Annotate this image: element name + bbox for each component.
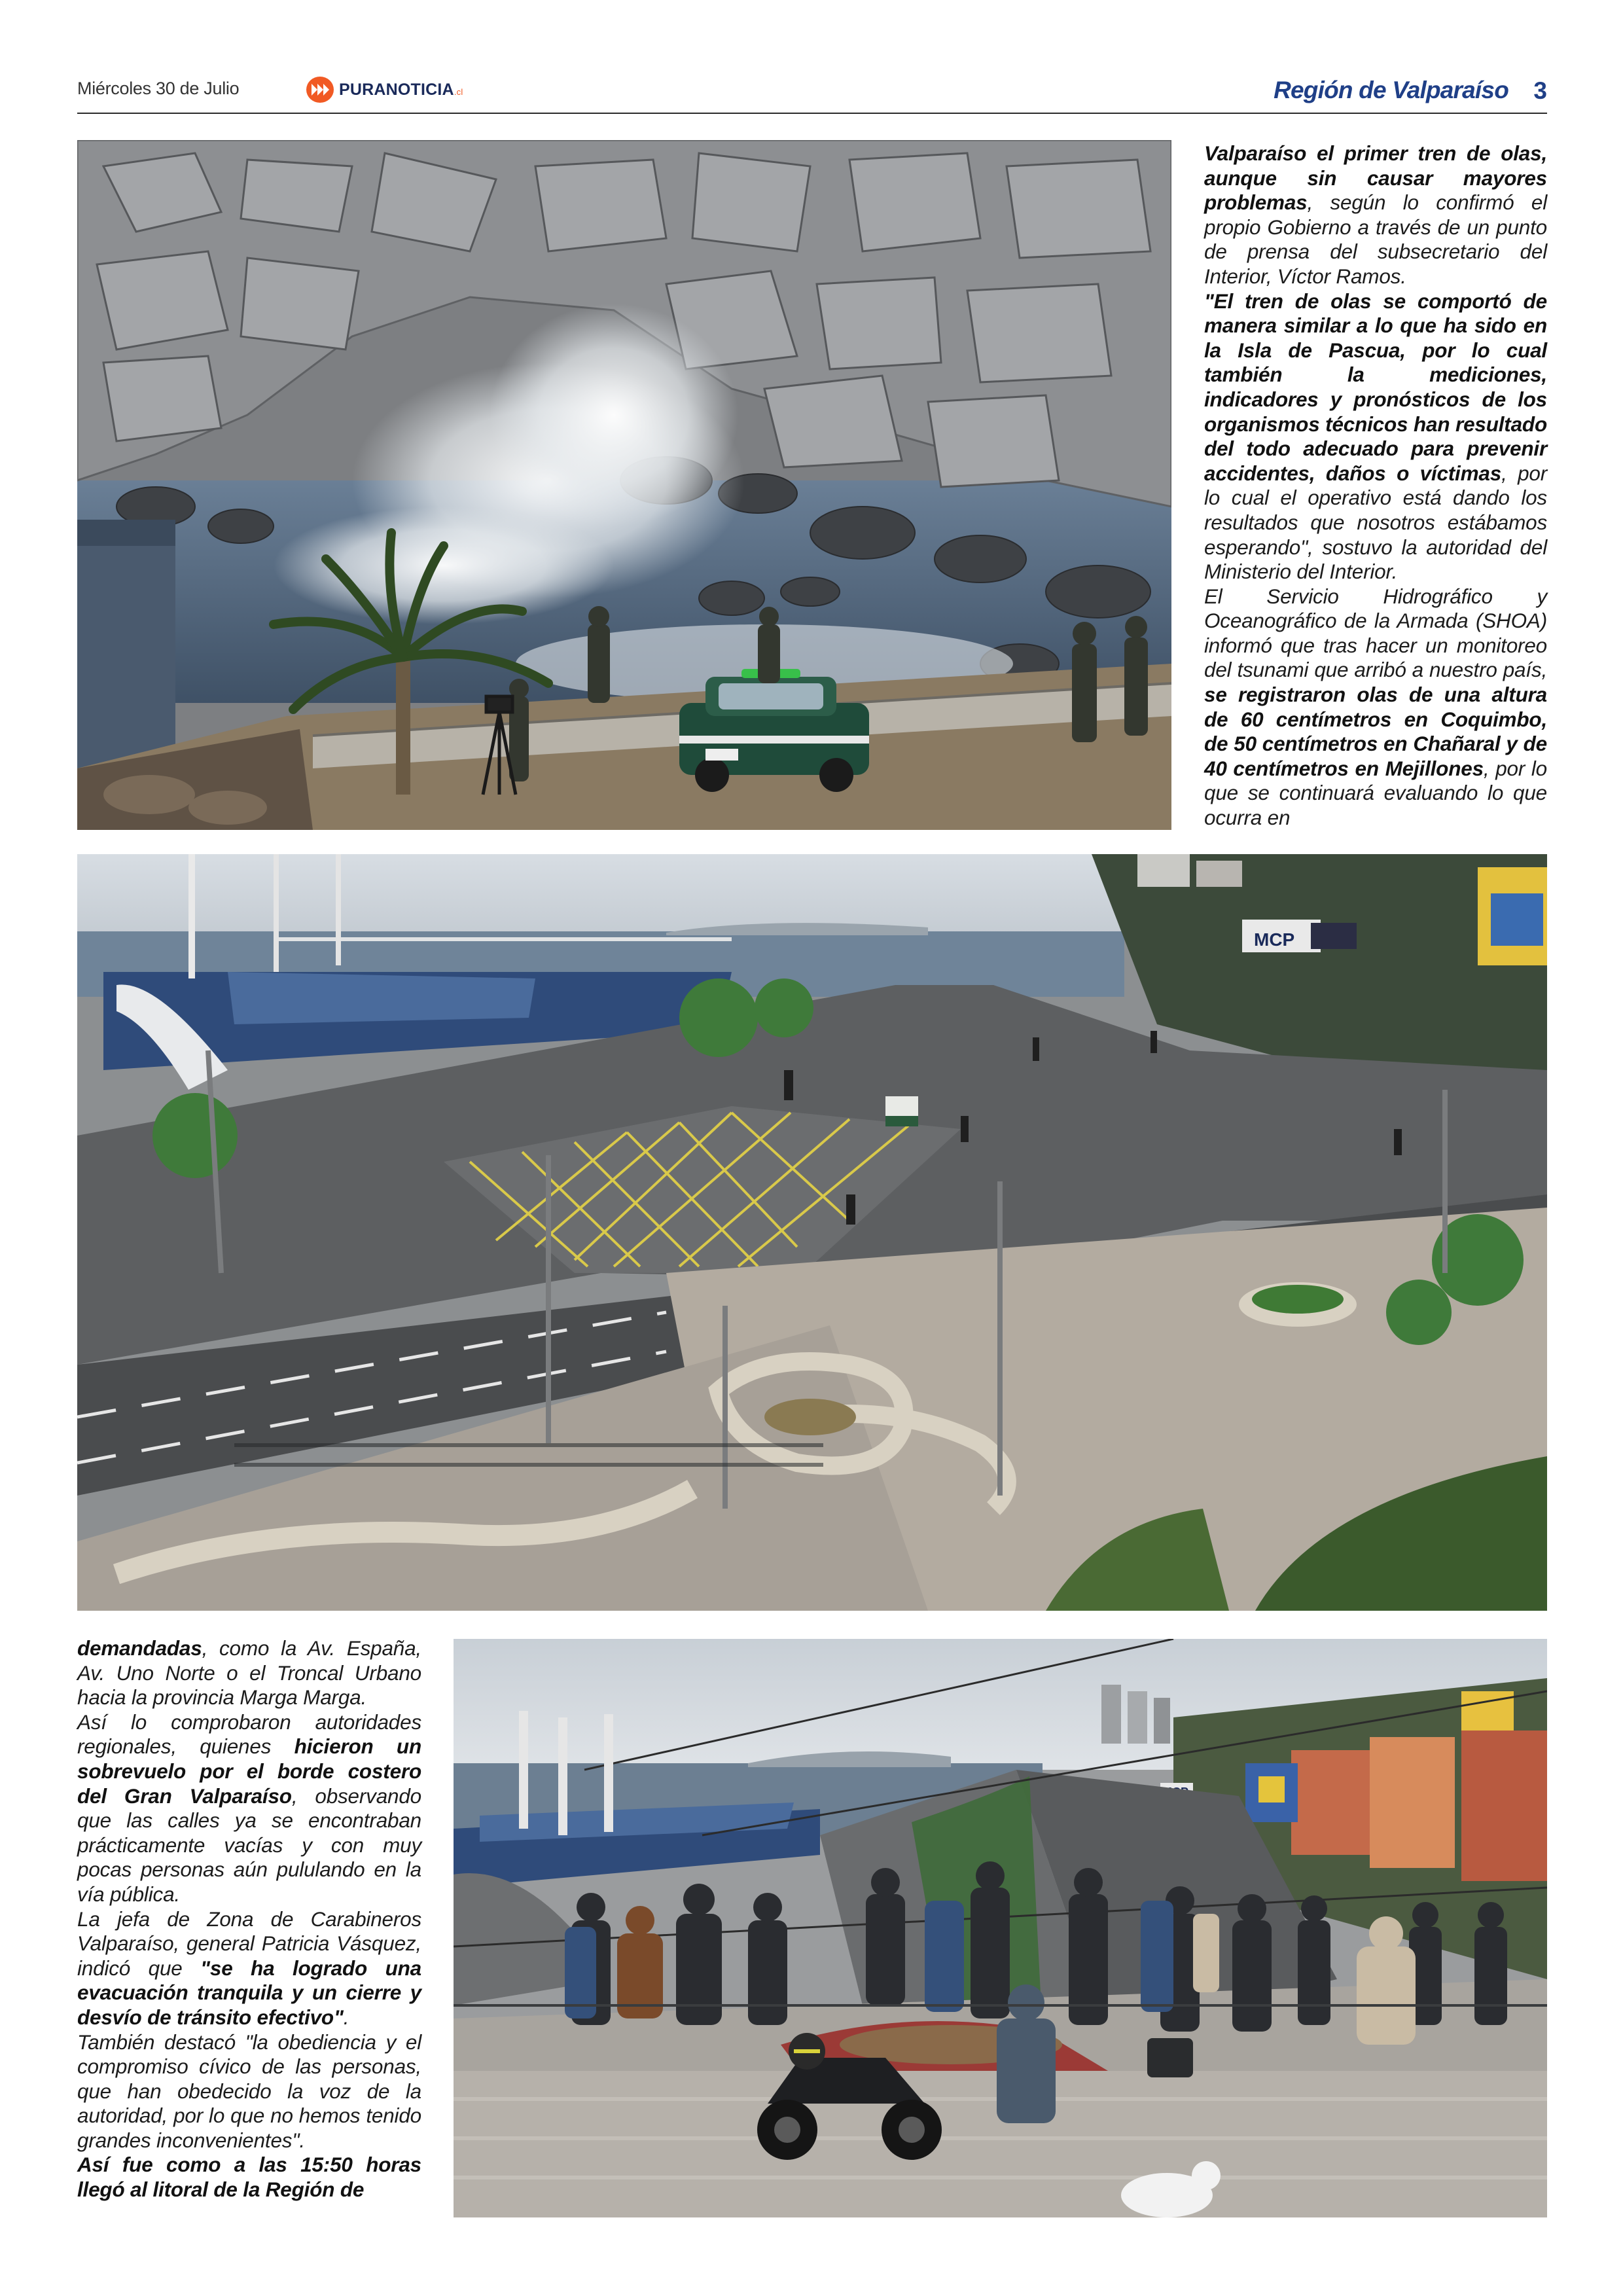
- bold-run: Así fue como a las 15:50 horas llegó al litoral de la Región de: [77, 2153, 421, 2202]
- text-run: , según lo confirmó el propio Gobierno a través de un punto de prensa del subsecretario del Interior, Víctor Ramos.: [1204, 190, 1547, 288]
- issue-date: Miércoles 30 de Julio: [77, 79, 240, 98]
- svg-text:MCP: MCP: [1254, 929, 1295, 950]
- photo-waves-breakwater: [77, 140, 1171, 830]
- text-run: Así lo comprobaron autoridades regionales, quienes: [77, 1710, 421, 1759]
- text-run: También destacó "la obediencia y el compromiso cívico de las personas, que han obedecido la voz de la autoridad, por lo que no hemos tenido grandes inconvenientes".: [77, 2030, 421, 2152]
- page-number: 3: [1533, 77, 1547, 104]
- bold-run: "El tren de olas se comportó de manera similar a lo que ha sido en la Isla de Pascua, por lo cual también la mediciones, indicadores y pronósticos de los organismos técnicos han resultado del todo adecuado para prevenir accidentes, daños o víctimas: [1204, 289, 1547, 485]
- text-run: , por lo que se continuará evaluando lo que ocurra en: [1204, 756, 1548, 830]
- article-paragraph: [77, 1710, 421, 1907]
- play-arrows-icon: [306, 77, 334, 103]
- text-run: , por lo cual el operativo está dando los resultados que nosotros estábamos esperando", sostuvo la autoridad del Ministerio del Interior.: [1204, 461, 1548, 584]
- article-paragraph: [77, 1907, 421, 2030]
- bold-run: "se ha logrado una evacuación tranquila y un cierre y desvío de tránsito efectivo": [77, 1956, 421, 2029]
- photo-empty-intersection: [77, 854, 1547, 1611]
- text-run: , como la Av. España, Av. Uno Norte o el Troncal Urbano hacia la provincia Marga Marga.: [77, 1636, 421, 1710]
- header-rule: [77, 113, 1547, 114]
- logo-wordmark: PURANOTICIA.cl: [339, 80, 463, 99]
- bold-run: se registraron olas de una altura de 60 centímetros en Coquimbo, de 50 centímetros en Chañaral y de 40 centímetros en Mejillones: [1204, 683, 1547, 780]
- article-paragraph: [1204, 289, 1547, 584]
- bold-run: hicieron un sobrevuelo por el borde costero del Gran Valparaíso: [77, 1734, 421, 1808]
- article-paragraph: [1204, 141, 1547, 289]
- bold-run: demandadas: [77, 1636, 202, 1660]
- article-paragraph: [77, 1636, 421, 1710]
- article-column-left: [77, 1636, 421, 2202]
- photo-people-viewpoint: [454, 1639, 1547, 2217]
- article-column-right: [1204, 141, 1547, 831]
- article-paragraph: [1204, 584, 1547, 831]
- publication-logo[interactable]: [306, 77, 463, 103]
- text-run: .: [343, 2005, 349, 2029]
- section-title: Región de Valparaíso: [1274, 77, 1508, 103]
- bold-run: Valparaíso el primer tren de olas, aunque sin causar mayores problemas: [1204, 141, 1547, 215]
- article-paragraph: [77, 2153, 421, 2202]
- article-paragraph: [77, 2030, 421, 2153]
- text-run: La jefa de Zona de Carabineros Valparaíso, general Patricia Vásquez, indicó que: [77, 1907, 421, 1980]
- text-run: El Servicio Hidrográfico y Oceanográfico de la Armada (SHOA) informó que tras hacer un monitoreo del tsunami que arribó a nuestro país,: [1204, 584, 1547, 682]
- text-run: , observando que las calles ya se encontraban prácticamente vacías y con muy pocas personas aún pululando en la vía pública.: [77, 1784, 421, 1906]
